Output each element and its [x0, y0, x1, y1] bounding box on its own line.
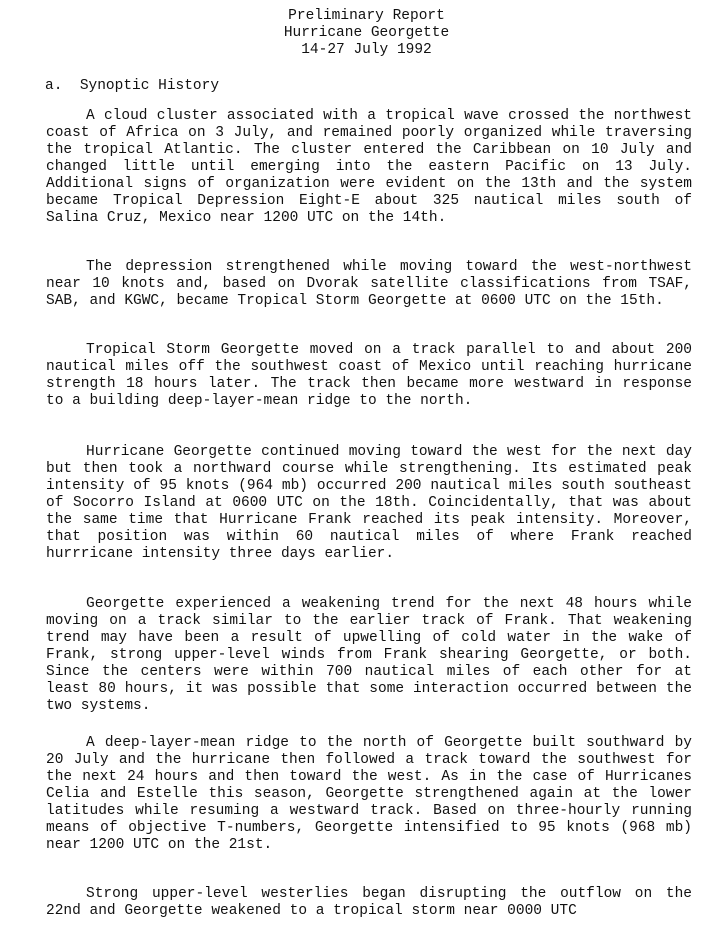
section-title: Synoptic History [79, 78, 220, 94]
paragraph [46, 886, 692, 920]
paragraph-text: Georgette experienced a weakening trend for the next 48 hours while moving on a track similar to the earlier track of Frank. That weakening trend may have been a result of upwelling of cold water in the wake of Frank, strong upper-level winds from Frank shearing Georgette, or both. Since the centers were within 700 nautical miles of each other for at least 80 hours, it was possible that some interaction occurred between the two systems. [46, 596, 692, 714]
paragraph [46, 596, 692, 715]
date-range: 14-27 July 1992 [301, 42, 432, 58]
report-header [0, 8, 713, 59]
paragraph-text: A deep-layer-mean ridge to the north of Georgette built southward by 20 July and the hurricane then followed a track toward the southwest for the next 24 hours and then toward the west. As in the case of Hurricanes Celia and Estelle this season, Georgette strengthened again at the lower latitudes while resuming a westward track. Based on three-hourly running means of objective T-numbers, Georgette intensified to 95 knots (968 mb) near 1200 UTC on the 21st. [46, 735, 692, 853]
section-heading [45, 78, 219, 95]
paragraph [46, 342, 692, 410]
report-title: Preliminary Report [288, 8, 445, 24]
paragraph-text: A cloud cluster associated with a tropical wave crossed the northwest coast of Africa on 3 July, and remained poorly organized while traversing the tropical Atlantic. The cluster entered the Caribbean on 10 July and changed little until emerging into the eastern Pacific on 13 July. Additional signs of organization were evident on the 13th and the system became Tropical Depression Eight-E about 325 nautical miles south of Salina Cruz, Mexico near 1200 UTC on the 14th. [46, 108, 692, 226]
paragraph [46, 444, 692, 563]
paragraph-text: Strong upper-level westerlies began disrupting the outflow on the 22nd and Georgette weakened to a tropical storm near 0000 UTC [46, 886, 692, 919]
section-label: a. [45, 78, 63, 94]
paragraph [46, 259, 692, 310]
paragraph-text: Tropical Storm Georgette moved on a track parallel to and about 200 nautical miles off the southwest coast of Mexico until reaching hurricane strength 18 hours later. The track then became more westward in response to a building deep-layer-mean ridge to the north. [46, 342, 692, 409]
paragraph [46, 108, 692, 227]
paragraph-text: Hurricane Georgette continued moving toward the west for the next day but then took a northward course while strengthening. Its estimated peak intensity of 95 knots (964 mb) occurred 200 nautical miles south southeast of Socorro Island at 0600 UTC on the 18th. Coincidentally, that was about the same time that Hurricane Frank reached its peak intensity. Moreover, that position was within 60 nautical miles of where Frank reached hurrricane intensity three days earlier. [46, 444, 692, 562]
storm-name: Hurricane Georgette [283, 25, 450, 41]
paragraph-text: The depression strengthened while moving toward the west-northwest near 10 knots and, based on Dvorak satellite classifications from TSAF, SAB, and KGWC, became Tropical Storm Georgette at 0600 UTC on the 15th. [46, 259, 692, 309]
paragraph [46, 735, 692, 854]
